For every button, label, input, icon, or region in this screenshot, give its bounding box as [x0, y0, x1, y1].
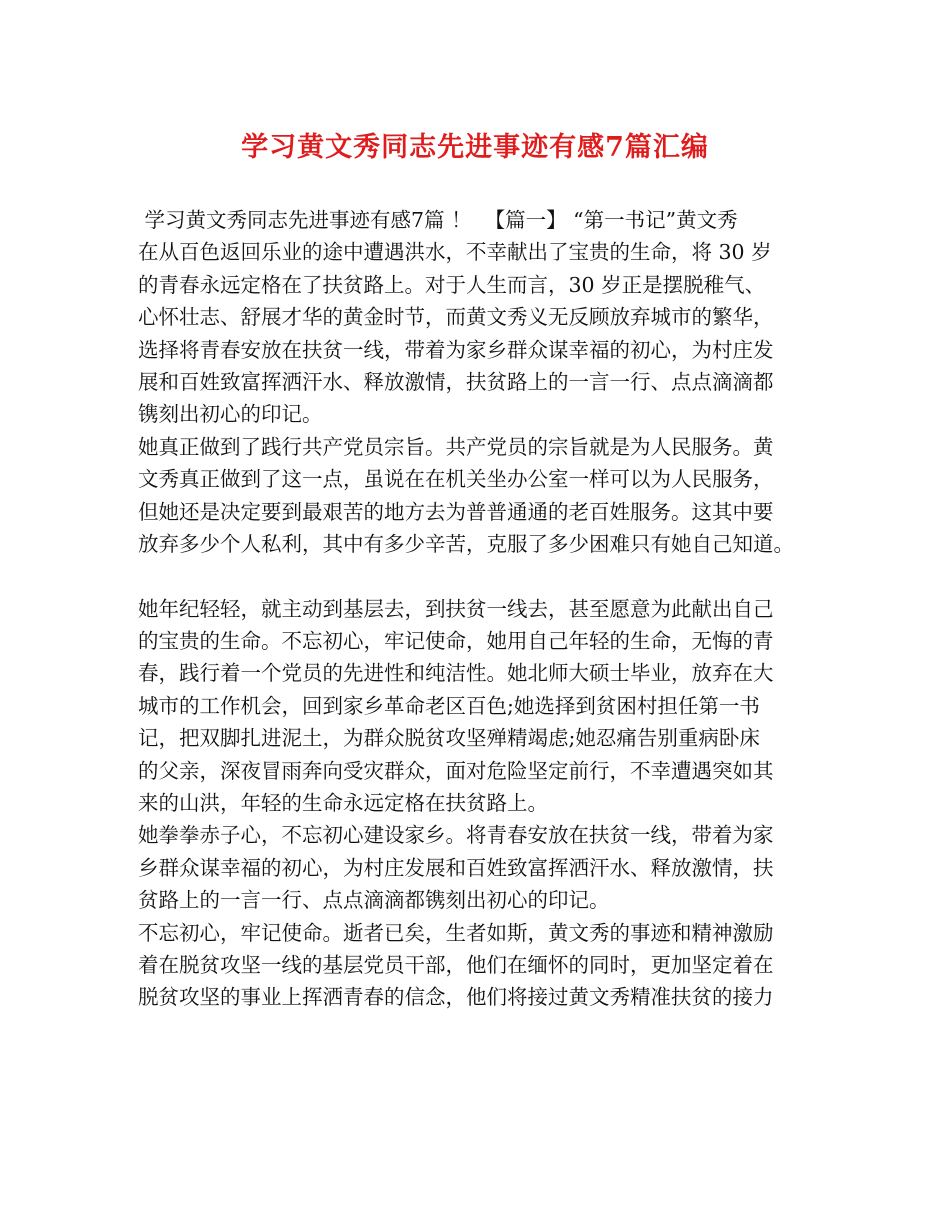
body-line: 乡群众谋幸福的初心，为村庄发展和百姓致富挥洒汗水、释放激情，扶: [138, 855, 774, 880]
body-line: 但她还是决定要到最艰苦的地方去为普普通通的老百姓服务。这其中要: [138, 499, 774, 524]
body-line: 来的山洪，年轻的生命永远定格在扶贫路上。: [138, 791, 548, 816]
body-line: 贫路上的一言一行、点点滴滴都镌刻出初心的印记。: [138, 888, 610, 913]
document-body: [138, 204, 818, 1014]
body-line: 的青春永远定格在了扶贫路上。对于人生而言，30 岁正是摆脱稚气、: [138, 272, 766, 297]
body-line: 脱贫攻坚的事业上挥洒青春的信念，他们将接过黄文秀精准扶贫的接力: [138, 985, 774, 1010]
paragraph-gap: [138, 560, 818, 592]
body-line: 在从百色返回乐业的途中遭遇洪水，不幸献出了宝贵的生命，将 30 岁: [138, 240, 772, 265]
body-line: 城市的工作机会，回到家乡革命老区百色;她选择到贫困村担任第一书: [138, 693, 760, 718]
document-title: 学习黄文秀同志先进事迹有感7篇汇编: [241, 132, 709, 163]
body-line: 的父亲，深夜冒雨奔向受灾群众，面对危险坚定前行，不幸遭遇突如其: [138, 758, 774, 783]
body-line: 她年纪轻轻，就主动到基层去，到扶贫一线去，甚至愿意为此献出自己: [138, 596, 774, 621]
body-line: 着在脱贫攻坚一线的基层党员干部，他们在缅怀的同时，更加坚定着在: [138, 952, 774, 977]
body-line: 记，把双脚扎进泥土，为群众脱贫攻坚殚精竭虑;她忍痛告别重病卧床: [138, 726, 760, 751]
body-line: 选择将青春安放在扶贫一线，带着为家乡群众谋幸福的初心，为村庄发: [138, 337, 774, 362]
body-line: 她拳拳赤子心，不忘初心建设家乡。将青春安放在扶贫一线，带着为家: [138, 823, 774, 848]
body-line: 镌刻出初心的印记。: [138, 402, 323, 427]
body-line: 的宝贵的生命。不忘初心，牢记使命，她用自己年轻的生命，无悔的青: [138, 629, 774, 654]
body-line: 不忘初心，牢记使命。逝者已矣，生者如斯，黄文秀的事迹和精神激励: [138, 920, 774, 945]
body-line: 放弃多少个人私利，其中有多少辛苦，克服了多少困难只有她自己知道。: [138, 531, 794, 556]
body-line: 文秀真正做到了这一点，虽说在在机关坐办公室一样可以为人民服务，: [138, 467, 774, 492]
body-line: 展和百姓致富挥洒汗水、释放激情，扶贫路上的一言一行、点点滴滴都: [138, 369, 774, 394]
body-line: 她真正做到了践行共产党员宗旨。共产党员的宗旨就是为人民服务。黄: [138, 434, 774, 459]
body-line: 学习黄文秀同志先进事迹有感7篇 ！ 【篇一】 “第一书记”黄文秀: [138, 208, 738, 232]
body-line: 心怀壮志、舒展才华的黄金时节，而黄文秀义无反顾放弃城市的繁华，: [138, 305, 774, 330]
body-line: 春，践行着一个党员的先进性和纯洁性。她北师大硕士毕业，放弃在大: [138, 661, 774, 686]
